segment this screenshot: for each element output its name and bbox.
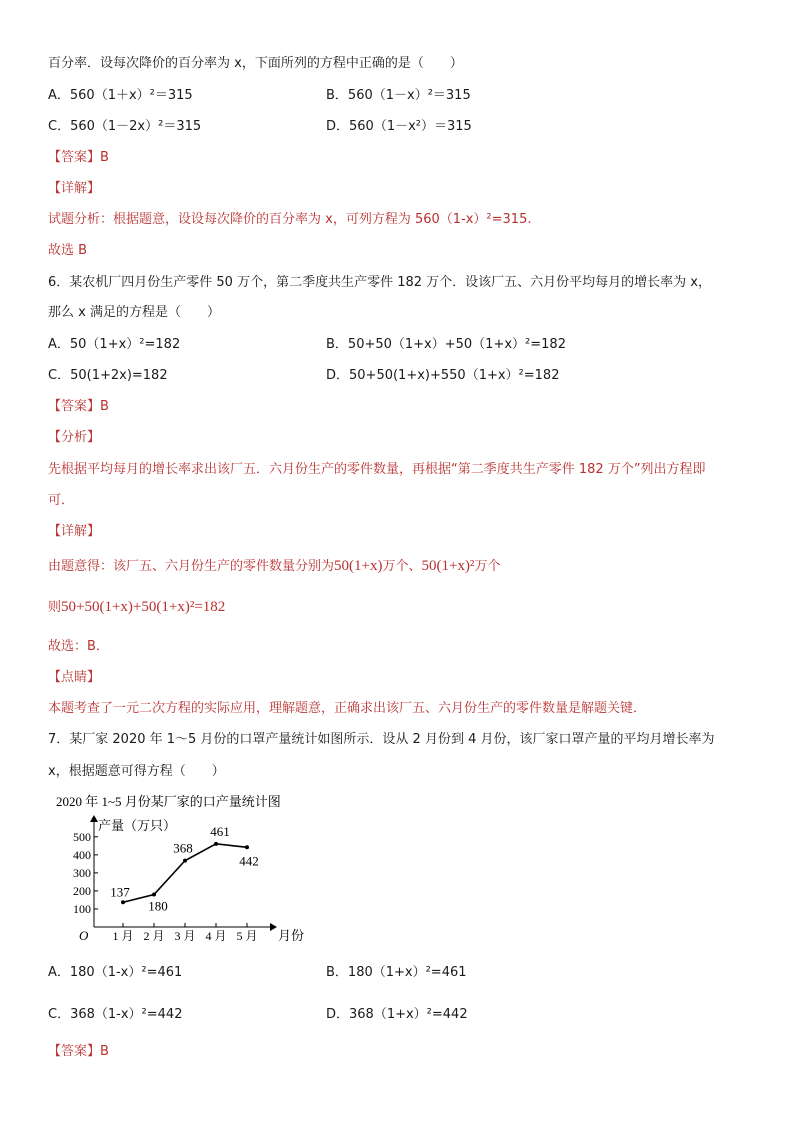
q6-analysis-line1: 先根据平均每月的增长率求出该厂五．六月份生产的零件数量，再根据“第二季度共生产零件 182 万个”列出方程即 [48,462,706,477]
q6-stem-line1: 6．某农机厂四月份生产零件 50 万个，第二季度共生产零件 182 万个．设该厂五、六月份平均每月的增长率为 x， [48,275,711,290]
q5-detail-label: 【详解】 [48,181,101,196]
answer-label: 【答案】 [48,1044,101,1059]
data-label: 180 [148,898,168,914]
q6-option-c: C．50(1+2x)=182 [48,368,168,383]
y-tick-label: 300 [73,865,91,880]
y-tick-label: 200 [73,883,91,898]
q5-option-b: B．560（1－x）²＝315 [326,88,471,103]
y-tick-label: 100 [73,901,91,916]
data-label: 368 [173,840,193,856]
q6-option-a: A．50（1+x）²=182 [48,337,181,352]
x-tick-label: 1 月 [112,929,134,943]
q7-option-d: D．368（1+x）²=442 [326,1007,468,1022]
q5-answer [48,149,109,167]
detail-suffix: 万个 [474,559,501,574]
q7-option-b: B．180（1+x）²=461 [326,965,467,980]
answer-label: 【答案】 [48,399,101,414]
chart-svg [48,794,308,949]
q6-option-b: B．50+50（1+x）+50（1+x）²=182 [326,337,566,352]
detail-prefix: 由题意得：该厂五、六月份生产的零件数量分别为 [48,559,335,574]
y-tick-label: 400 [73,847,91,862]
data-label: 442 [239,853,259,869]
q7-option-a: A．180（1-x）²=461 [48,965,183,980]
x-tick-label: 5 月 [236,929,258,943]
q6-option-d: D．50+50(1+x)+550（1+x）²=182 [326,368,560,383]
answer-value: B [100,150,109,165]
q6-comment: 本题考查了一元二次方程的实际应用，理解题意，正确求出该厂五、六月份生产的零件数量是解题关键． [48,701,647,716]
data-point [183,859,187,863]
q7-answer [48,1043,109,1061]
data-label: 137 [110,884,130,900]
q5-option-a: A．560（1＋x）²＝315 [48,88,193,103]
answer-value: B [100,399,109,414]
q6-detail-label: 【详解】 [48,524,101,539]
q7-option-c: C．368（1-x）²=442 [48,1007,183,1022]
chart-title: 2020 年 1~5 月份某厂家的口产量统计图 [56,794,281,809]
production-line-chart [48,794,308,949]
q6-stem-line2: 那么 x 满足的方程是（ ） [48,305,220,320]
q5-option-c: C．560（1－2x）²＝315 [48,119,202,134]
data-label: 461 [210,823,230,839]
q7-stem-line1: 7．某厂家 2020 年 1～5 月份的口罩产量统计如图所示．设从 2 月份到 4 月份，该厂家口罩产量的平均月增长率为 [48,732,715,747]
y-axis-label: 产量（万只） [98,818,177,833]
x-tick-label: 2 月 [143,929,165,943]
answer-value: B [100,1044,109,1059]
q5-detail: 试题分析：根据题意，设设每次降价的百分率为 x，可列方程为 560（1-x）²=315. [48,212,532,227]
q7-stem-line2: x，根据题意可得方程（ ） [48,764,225,779]
x-tick-label: 4 月 [205,929,227,943]
data-point [245,845,249,849]
q6-analysis-label: 【分析】 [48,430,101,445]
answer-label: 【答案】 [48,150,101,165]
equation-prefix: 则 [48,600,62,615]
equation-expr: 50+50(1+x)+50(1+x)²=182 [61,599,226,615]
data-point [214,842,218,846]
q6-equation [48,598,225,617]
detail-expr-1: 50(1+x) [334,558,383,574]
detail-mid: 万个、 [382,559,422,574]
q6-detail [48,557,500,576]
data-point [152,893,156,897]
q6-comment-label: 【点睛】 [48,670,101,685]
origin-label: O [79,928,89,943]
detail-expr-2: 50(1+x)² [421,558,475,574]
y-tick-label: 500 [73,829,91,844]
q6-conclusion: 故选：B． [48,639,109,654]
q5-conclusion: 故选 B [48,243,88,258]
x-tick-label: 3 月 [174,929,196,943]
x-axis-label: 月份 [278,928,305,943]
data-point [121,900,125,904]
q5-stem: 百分率．设每次降价的百分率为 x，下面所列的方程中正确的是（ ） [48,56,463,71]
q6-analysis-line2: 可． [48,493,75,508]
q5-option-d: D．560（1－x²）＝315 [326,119,472,134]
q6-answer [48,398,109,416]
